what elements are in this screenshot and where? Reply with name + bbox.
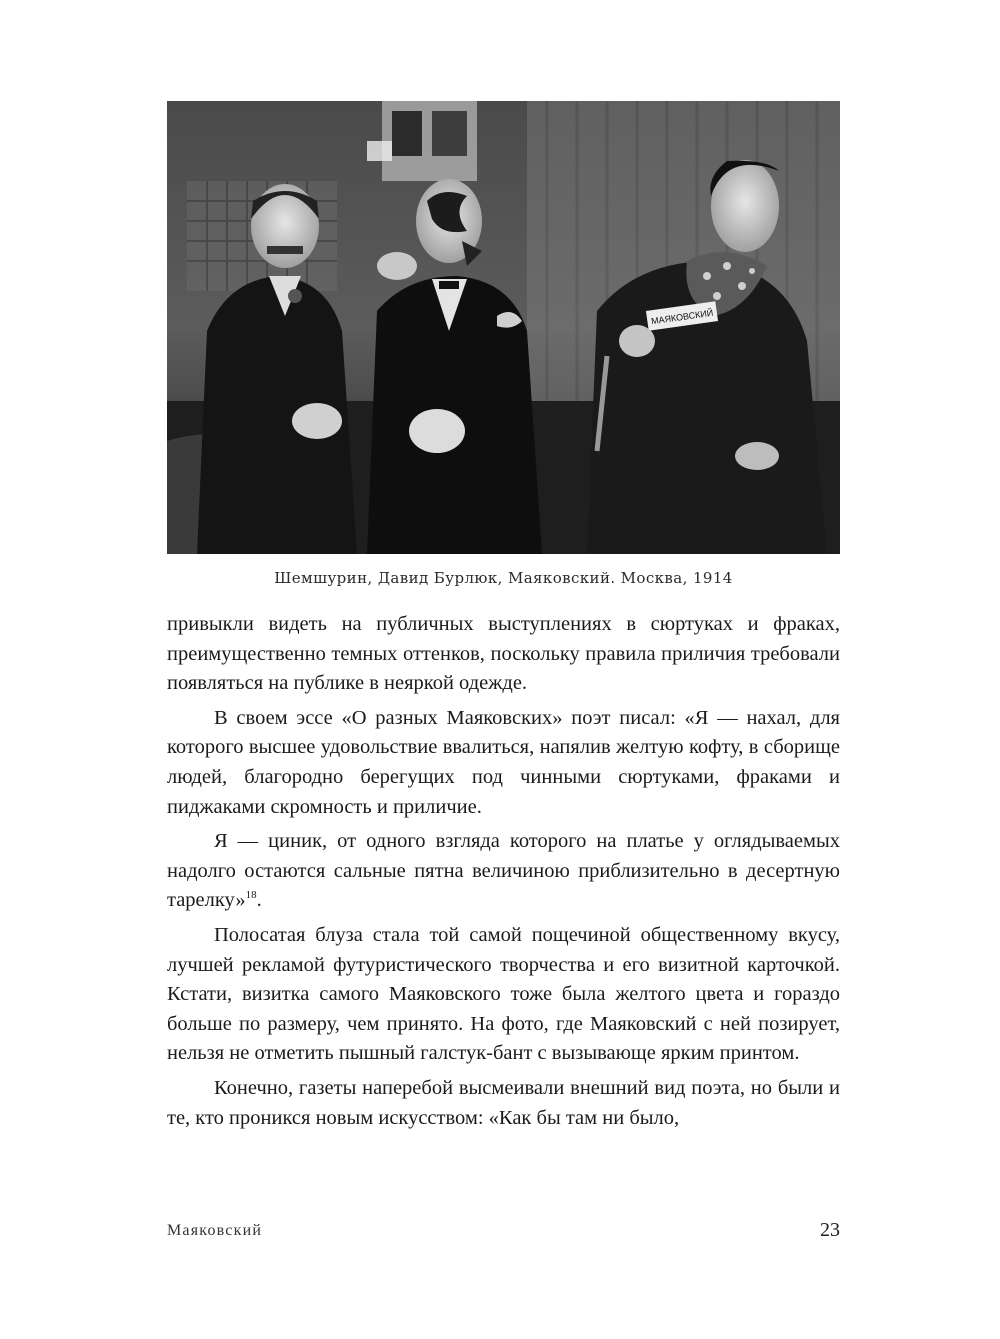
running-title: Маяковский [167, 1222, 263, 1239]
historical-photo [167, 101, 840, 554]
card-text: МАЯКОВСКИЙ [650, 307, 714, 327]
paragraph-3-text: Я — циник, от одного взгляда которого на платье у оглядываемых надолго остаются сальные пятна величиною приблизительно в десертную тарелку» [167, 830, 840, 912]
paragraph-5: Конечно, газеты наперебой высмеивали внешний вид поэта, но были и те, кто проникся новым искусством: «Как бы там ни было, [167, 1076, 840, 1129]
photo-illustration [167, 101, 840, 554]
paragraph-2: В своем эссе «О разных Маяковских» поэт писал: «Я — нахал, для которого высшее удовольствие ввалиться, напялив желтую кофту, в сборище людей, благородно берегущих под чинными сюртуками, фраками и пиджаками скромность и приличие. [167, 706, 840, 818]
paragraph-1: привыкли видеть на публичных выступлениях в сюртуках и фраках, преимущественно темных оттенков, поскольку правила приличия требовали появляться на публике в неяркой одежде. [167, 613, 840, 695]
body-text [167, 610, 840, 1133]
paragraph-4: Полосатая блуза стала той самой пощечиной общественному вкусу, лучшей рекламой футуристического творчества и его визитной карточкой. Кстати, визитка самого Маяковского тоже была желтого цвета и гораздо больше по размеру, чем принято. На фото, где Маяковский с ней позирует, нельзя не отметить пышный галстук-бант с вызывающе ярким принтом. [167, 923, 840, 1065]
paragraph-3: Я — циник, от одного взгляда которого на платье у оглядываемых надолго остаются сальные пятна величиною приблизительно в десертную тарелку»$^{18}$. [167, 830, 840, 912]
footnote-marker[interactable]: 18 [245, 889, 257, 902]
photo-caption: Шемшурин, Давид Бурлюк, Маяковский. Москва, 1914 [274, 569, 733, 587]
page-number: 23 [820, 1219, 840, 1241]
